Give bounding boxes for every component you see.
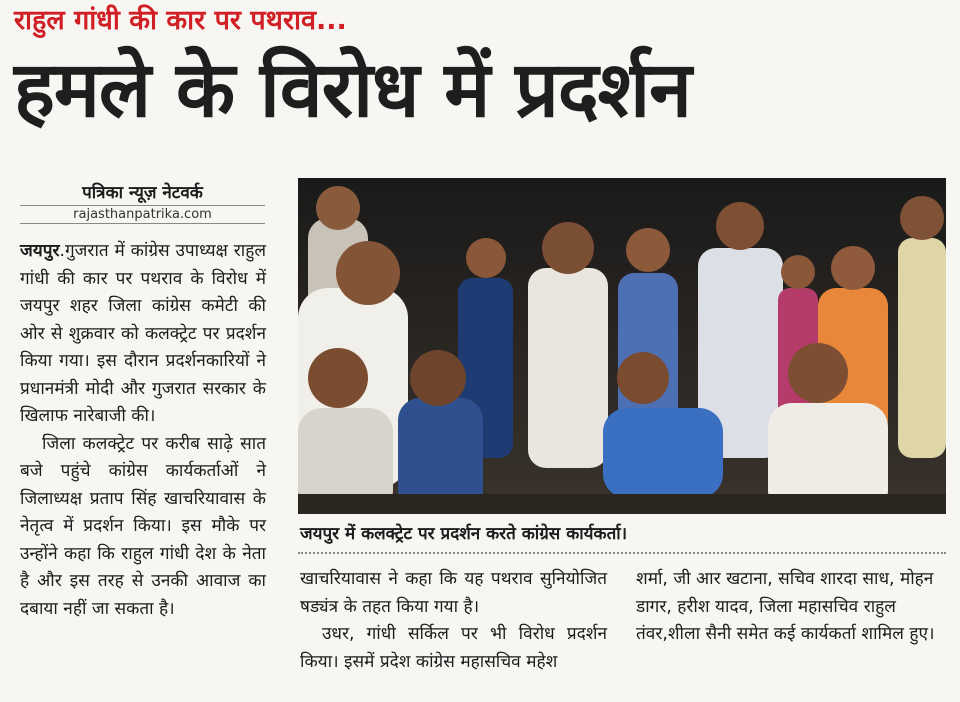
article-column-3 <box>636 566 946 649</box>
news-photo <box>298 178 946 514</box>
paragraph-text: .गुजरात में कांग्रेस उपाध्यक्ष राहुल गांधी की कार पर पथराव के विरोध में जयपुर शहर जिला कांग्रेस कमेटी की ओर से शुक्रवार को कलक्ट्रेट पर प्रदर्शन किया गया। इस दौरान प्रदर्शनकारियों ने प्रधानमंत्री मोदी और गुजरात सरकार के खिलाफ नारेबाजी की। <box>20 241 266 426</box>
byline-block <box>20 180 265 224</box>
paragraph <box>20 238 266 431</box>
paragraph: शर्मा, जी आर खटाना, सचिव शारदा साध, मोहन डागर, हरीश यादव, जिला महासचिव राहुल तंवर,शीला सैनी समेत कई कार्यकर्ता शामिल हुए। <box>636 569 935 644</box>
byline: पत्रिका न्यूज़ नेटवर्क <box>82 183 203 203</box>
article-column-1 <box>20 238 266 623</box>
paragraph: उधर, गांधी सर्किल पर भी विरोध प्रदर्शन किया। इसमें प्रदेश कांग्रेस महासचिव महेश <box>300 624 607 672</box>
article-column-2 <box>300 566 607 676</box>
dateline: जयपुर <box>20 241 60 261</box>
photo-caption: जयपुर में कलक्ट्रेट पर प्रदर्शन करते कांग्रेस कार्यकर्ता। <box>300 524 628 544</box>
paragraph: खाचरियावास ने कहा कि यह पथराव सुनियोजित षड्यंत्र के तहत किया गया है। <box>300 569 607 617</box>
site-url: rajasthanpatrika.com <box>20 205 265 224</box>
paragraph: जिला कलक्ट्रेट पर करीब साढ़े सात बजे पहुंचे कांग्रेस कार्यकर्ताओं ने जिलाध्यक्ष प्रताप सिंह खाचरियावास के नेतृत्व में प्रदर्शन किया। इस मौके पर उन्होंने कहा कि राहुल गांधी देश के नेता है और इस तरह से उनकी आवाज का दबाया नहीं जा सकता है। <box>20 433 266 619</box>
caption-divider <box>298 552 946 554</box>
protest-photo-illustration <box>298 178 946 514</box>
kicker-headline: राहुल गांधी की कार पर पथराव... <box>14 5 347 36</box>
main-headline: हमले के विरोध में प्रदर्शन <box>14 46 691 135</box>
